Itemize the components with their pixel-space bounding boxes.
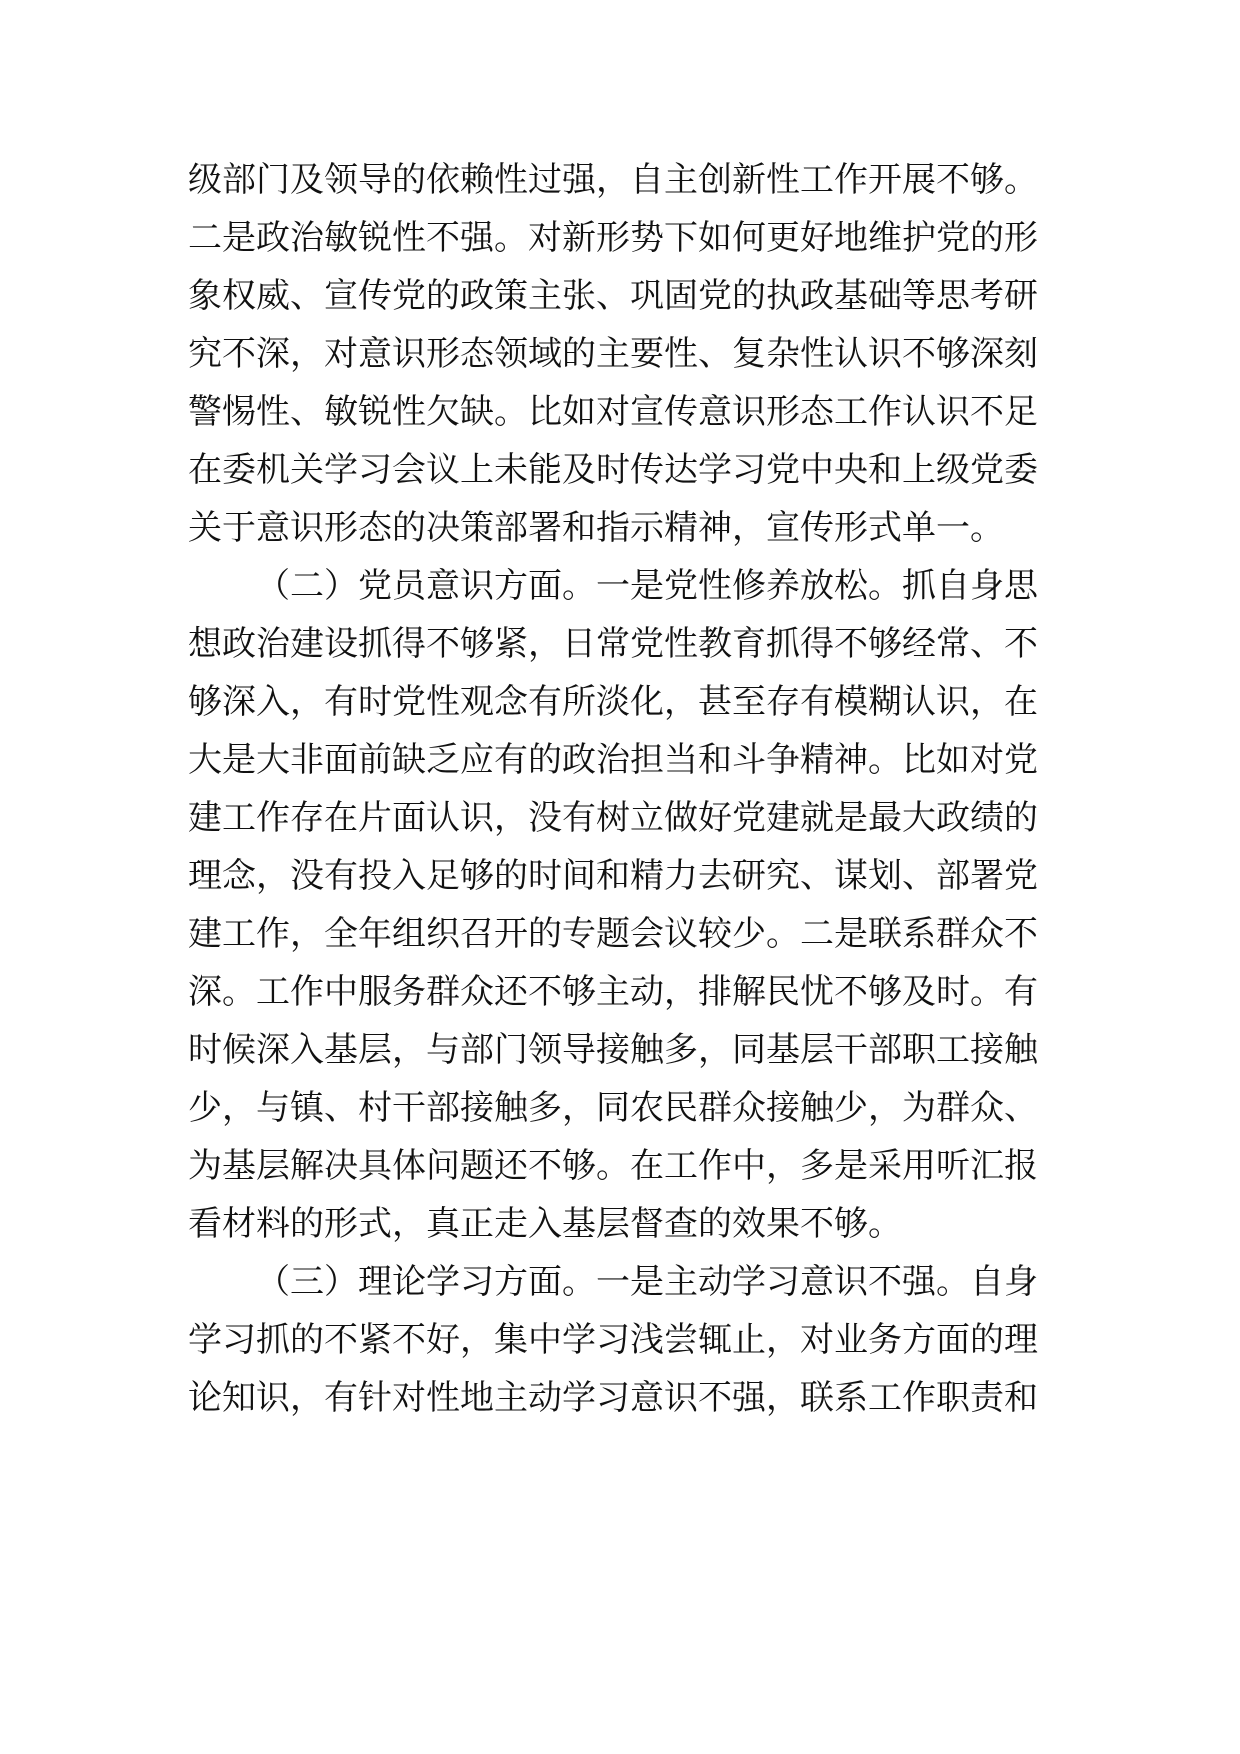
- text-line: 少，与镇、村干部接触多，同农民群众接触少，为群众、: [188, 1088, 1038, 1128]
- text-line: 理念，没有投入足够的时间和精力去研究、谋划、部署党: [188, 856, 1038, 896]
- text-line: 警惕性、敏锐性欠缺。比如对宣传意识形态工作认识不足: [188, 392, 1038, 432]
- text-line: 建工作，全年组织召开的专题会议较少。二是联系群众不: [188, 914, 1038, 954]
- text-line: 深。工作中服务群众还不够主动，排解民忧不够及时。有: [188, 972, 1038, 1012]
- text-line: 看材料的形式，真正走入基层督查的效果不够。: [188, 1204, 902, 1244]
- text-line: 时候深入基层，与部门领导接触多，同基层干部职工接触: [188, 1030, 1038, 1070]
- text-line: 级部门及领导的依赖性过强，自主创新性工作开展不够。: [188, 160, 1038, 200]
- text-line: 建工作存在片面认识，没有树立做好党建就是最大政绩的: [188, 798, 1038, 838]
- text-line: 象权威、宣传党的政策主张、巩固党的执政基础等思考研: [188, 276, 1038, 316]
- text-line: 究不深，对意识形态领域的主要性、复杂性认识不够深刻: [188, 334, 1038, 374]
- text-line: 在委机关学习会议上未能及时传达学习党中央和上级党委: [188, 450, 1038, 490]
- text-line: 学习抓的不紧不好，集中学习浅尝辄止，对业务方面的理: [188, 1320, 1038, 1360]
- text-line: 大是大非面前缺乏应有的政治担当和斗争精神。比如对党: [188, 740, 1038, 780]
- text-line: 为基层解决具体问题还不够。在工作中，多是采用听汇报: [188, 1146, 1038, 1186]
- text-line: 二是政治敏锐性不强。对新形势下如何更好地维护党的形: [188, 218, 1038, 258]
- text-line: 论知识，有针对性地主动学习意识不强，联系工作职责和: [188, 1378, 1038, 1418]
- paragraph-first-line: （二）党员意识方面。一是党性修养放松。抓自身思: [256, 566, 1038, 606]
- text-line: 想政治建设抓得不够紧，日常党性教育抓得不够经常、不: [188, 624, 1038, 664]
- paragraph-first-line: （三）理论学习方面。一是主动学习意识不强。自身: [256, 1262, 1038, 1302]
- text-line: 关于意识形态的决策部署和指示精神，宣传形式单一。: [188, 508, 1004, 548]
- text-line: 够深入，有时党性观念有所淡化，甚至存有模糊认识，在: [188, 682, 1038, 722]
